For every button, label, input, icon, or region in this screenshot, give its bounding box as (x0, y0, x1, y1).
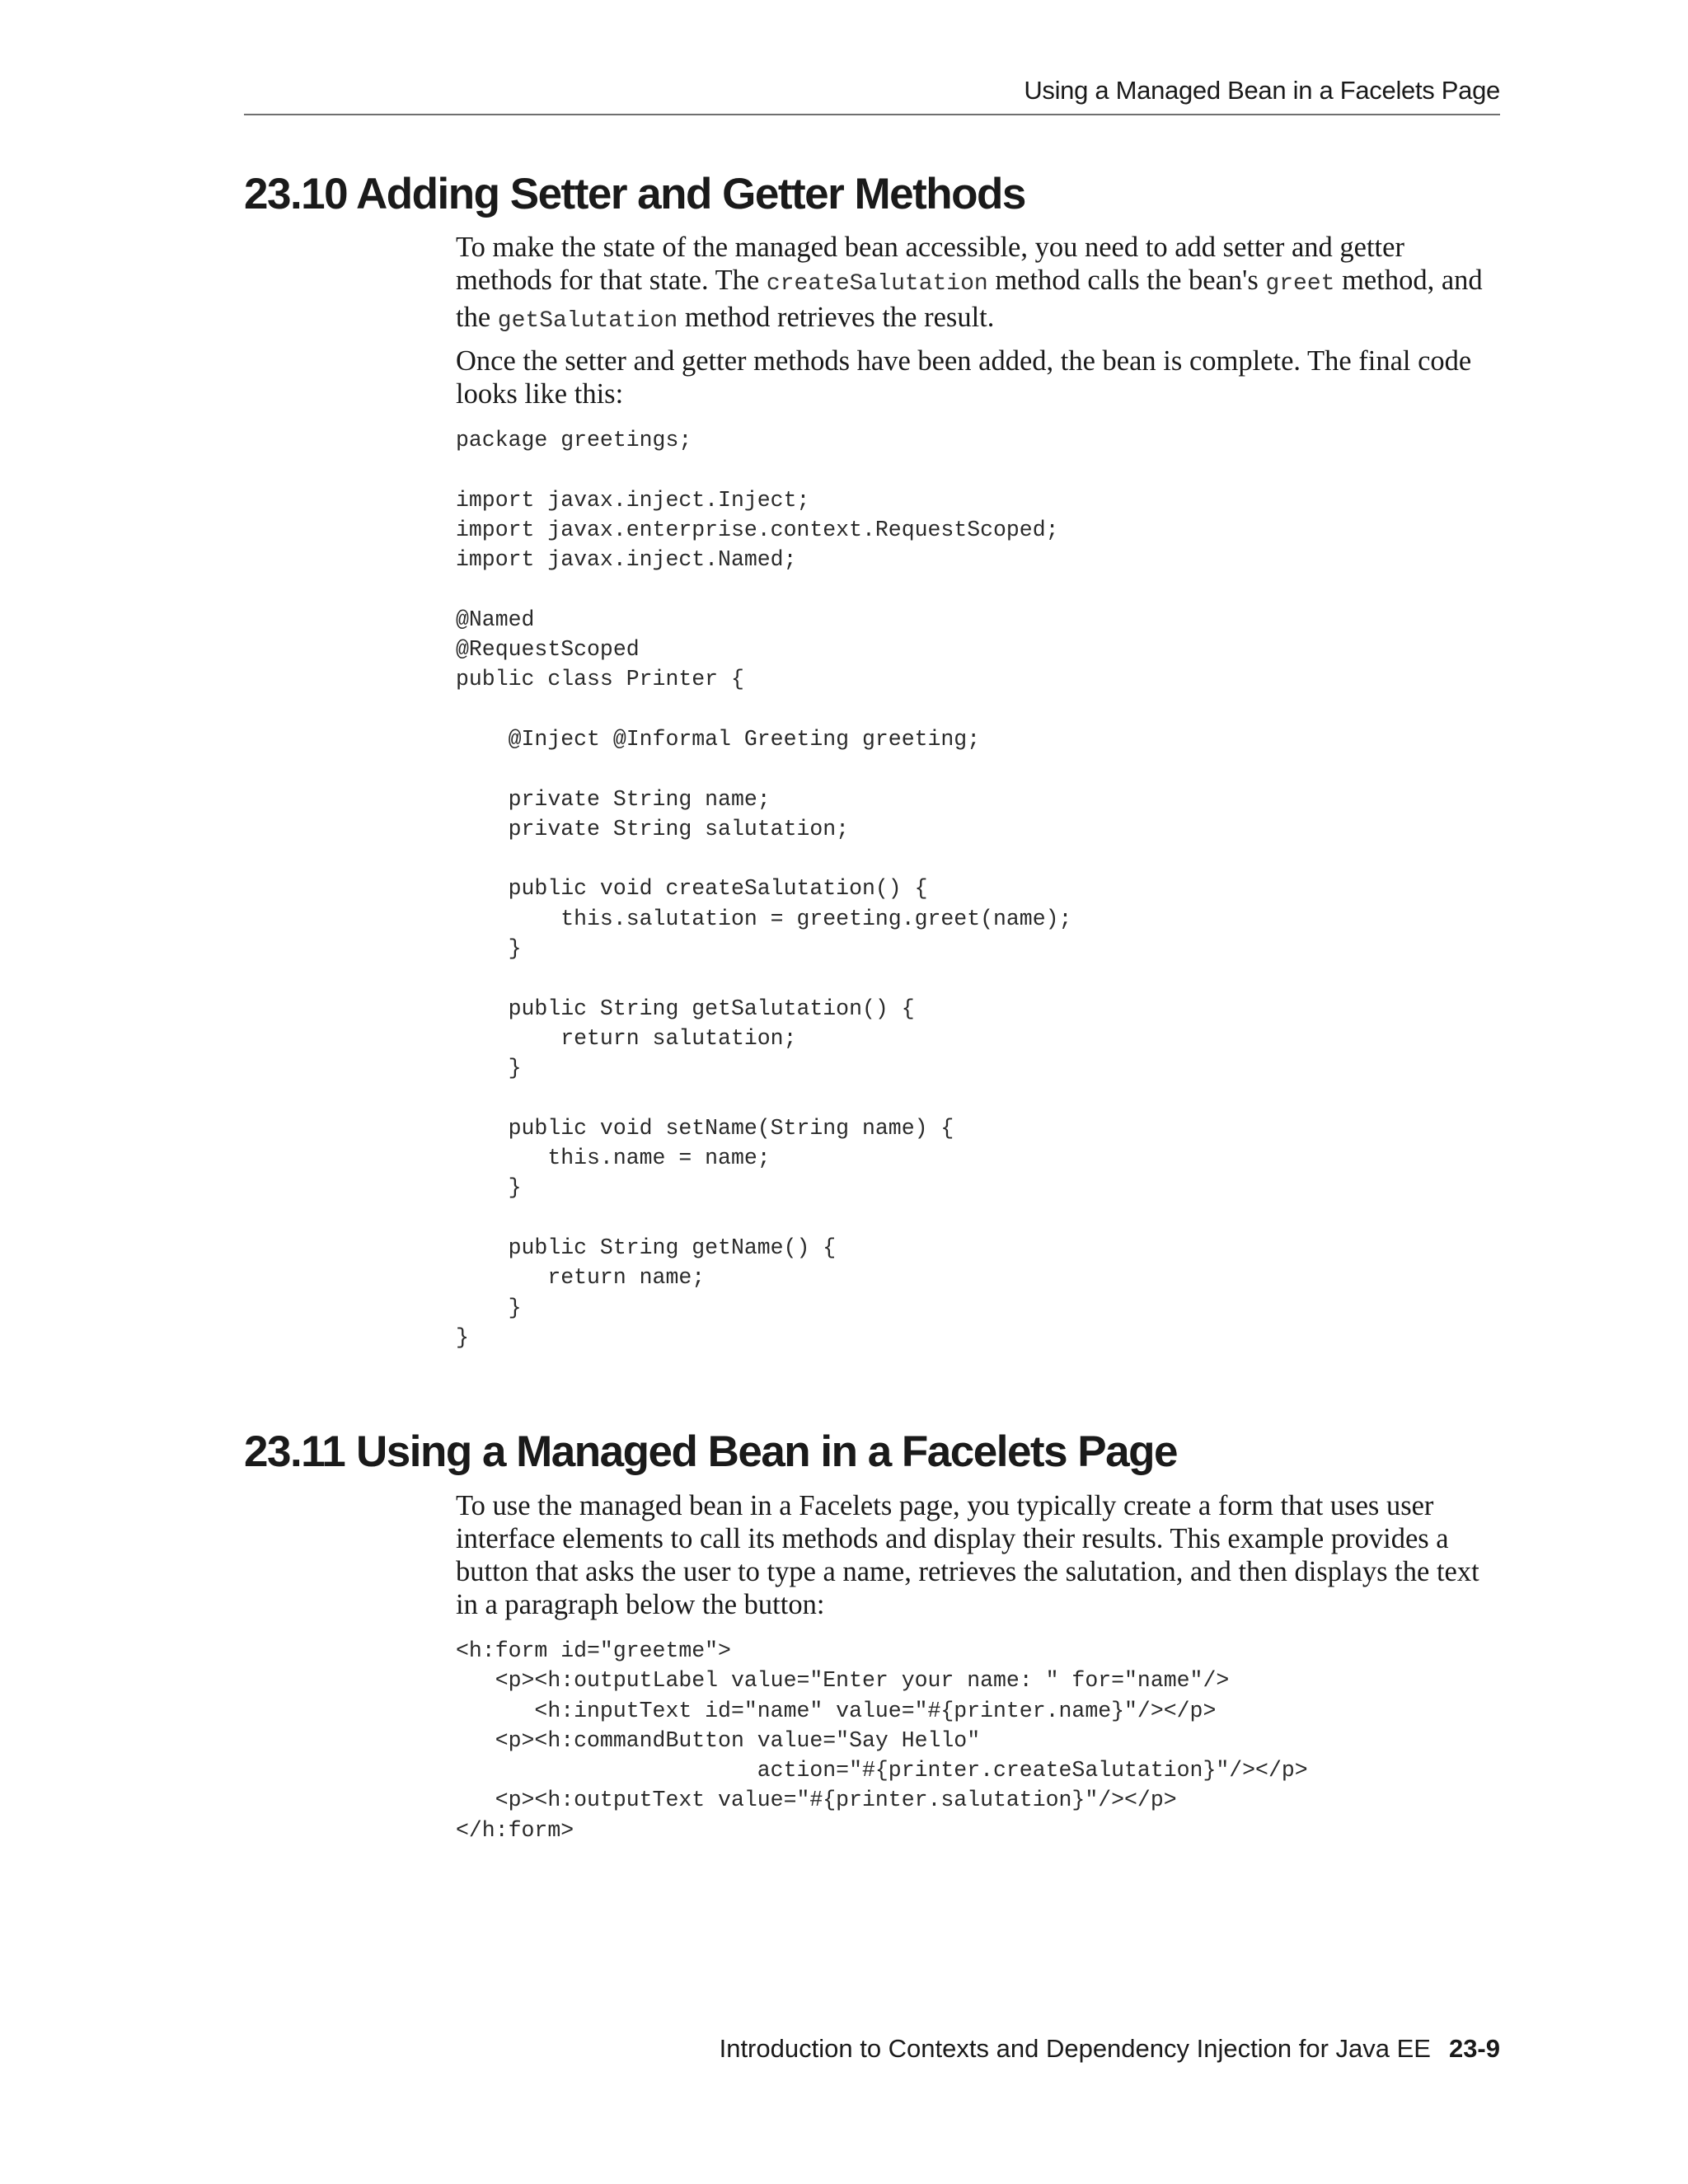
text-run: To make the state of the managed bean accessible, you need to add setter and getter methods for that state. The (456, 232, 1404, 296)
text-run: method retrieves the result. (678, 302, 995, 333)
section-23-10-paragraph-1 (456, 231, 1501, 338)
section-23-10-paragraph-2: Once the setter and getter methods have been added, the bean is complete. The final code looks like this: (456, 345, 1472, 410)
section-heading-23-11 (244, 1426, 1177, 1479)
section-title: Adding Setter and Getter Methods (356, 170, 1025, 218)
page-footer (720, 2032, 1500, 2065)
section-number: 23.11 (244, 1427, 345, 1476)
inline-code: getSalutation (497, 308, 678, 334)
running-header-title: Using a Managed Bean in a Facelets Page (1024, 76, 1500, 105)
section-heading-23-10 (244, 168, 1025, 221)
section-23-10-code-listing: package greetings; import javax.inject.Inject; import javax.enterprise.context.RequestScoped; import javax.inject.Named; @Named @RequestScoped public class Printer { @Inject @Informal Greeting greeting; private String name; private String salutation; public void createSalutation() { this.salutation = greeting.greet(name); } public String getSalutation() { return salutation; } public void setName(String name) { this.name = name; } public String getName() { return name; } } (456, 428, 1072, 1350)
footer-page-number: 23-9 (1448, 2034, 1500, 2063)
section-23-11-paragraph-1: To use the managed bean in a Facelets page, you typically create a form that uses user interface elements to call its methods and display their results. This example provides a button that asks the user to type a name, retrieves the salutation, and then displays the text in a paragraph below the button: (456, 1490, 1479, 1620)
footer-book-title: Introduction to Contexts and Dependency Injection for Java EE (719, 2034, 1431, 2063)
text-run: method, and the (456, 265, 1483, 333)
section-title: Using a Managed Bean in a Facelets Page (356, 1427, 1177, 1476)
section-number: 23.10 (244, 170, 348, 218)
section-23-11-code-listing: <h:form id="greetme"> <p><h:outputLabel value="Enter your name: " for="name"/> <h:inputText id="name" value="#{printer.name}"/></p> <p><h:commandButton value="Say Hello" action="#{printer.createSalutation}"/></p> <p><h:outputText value="#{printer.salutation}"/></p> </h:form> (456, 1638, 1308, 1843)
inline-code: greet (1265, 271, 1335, 297)
running-header (244, 71, 1500, 115)
text-run: method calls the bean's (987, 265, 1266, 296)
inline-code: createSalutation (766, 271, 988, 297)
